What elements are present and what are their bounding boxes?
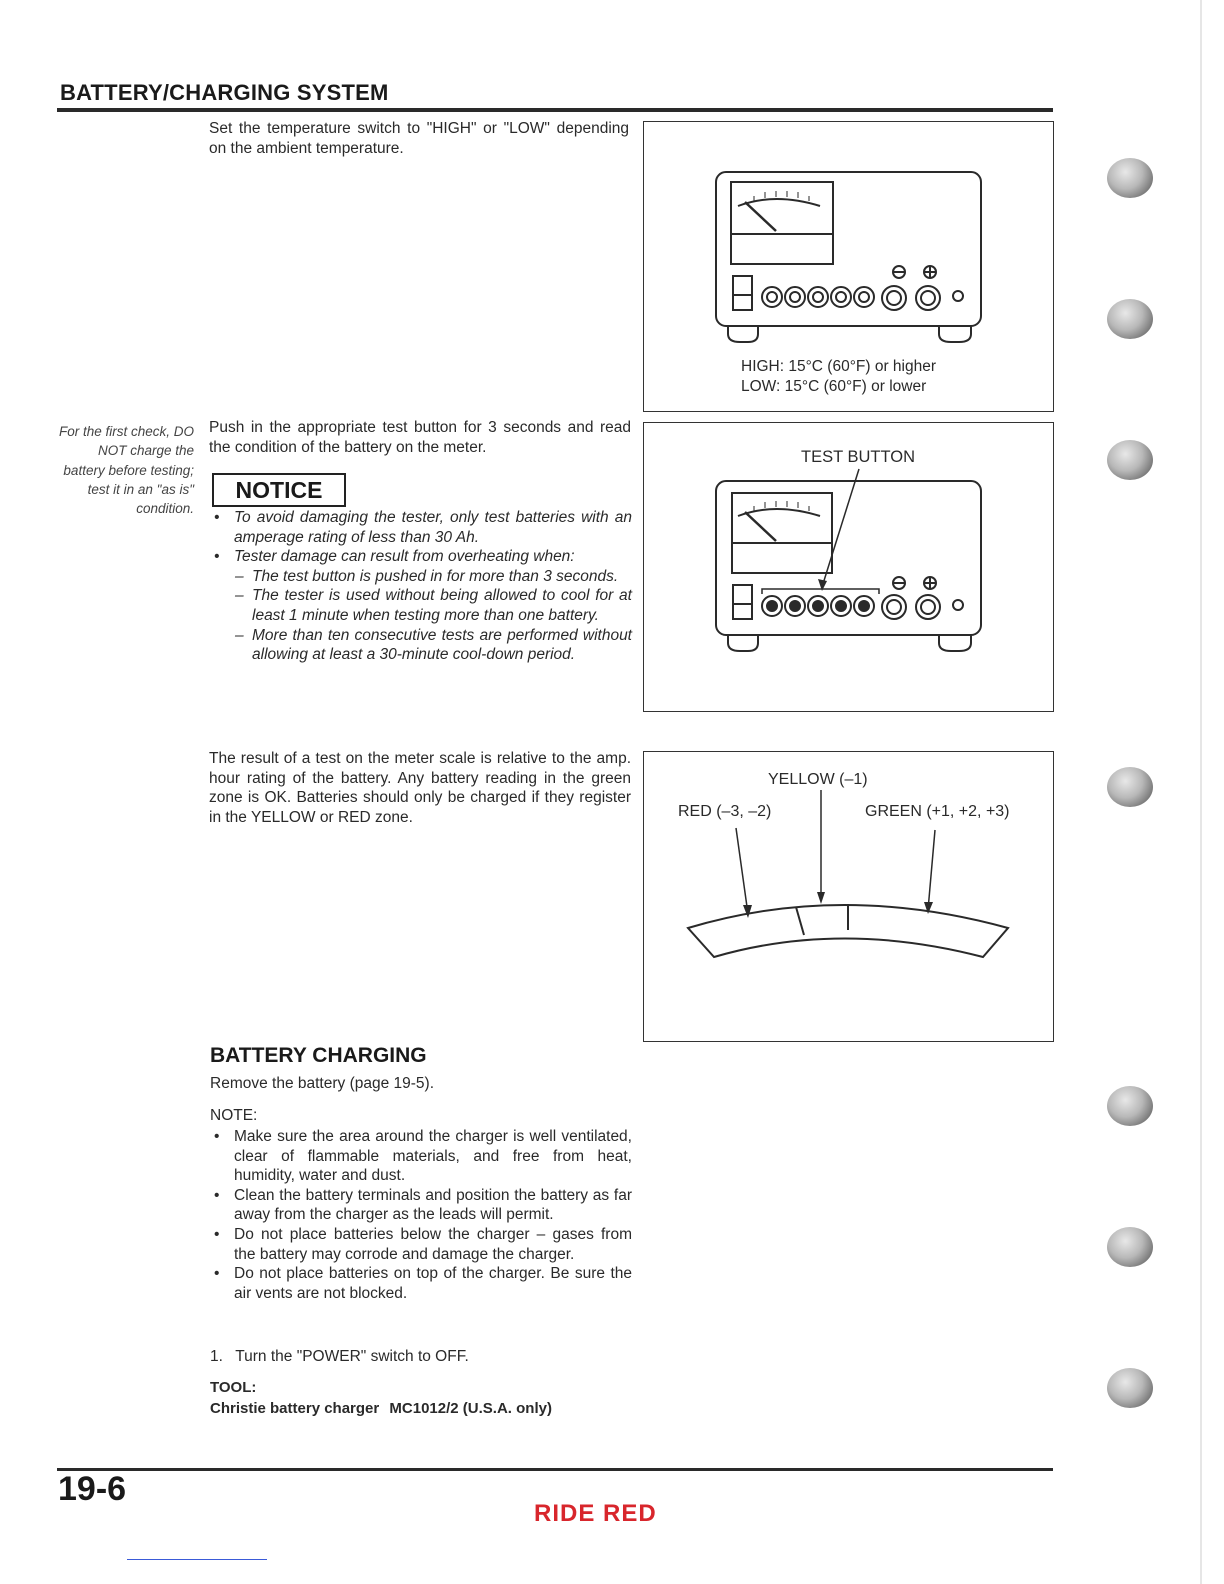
section-tab-icon	[1107, 1086, 1153, 1126]
test-button-label: TEST BUTTON	[801, 448, 915, 466]
section-tab-icon	[1107, 767, 1153, 807]
yellow-zone-label: YELLOW (–1)	[768, 771, 868, 788]
page-number: 19-6	[58, 1470, 127, 1508]
page-edge-line	[1200, 0, 1202, 1584]
meter-scale-illustration	[644, 752, 1053, 1041]
step-number: 1.	[210, 1348, 223, 1365]
charging-note-item: • Do not place batteries on top of the charger. Be sure the air vents are not blocked.	[210, 1264, 632, 1303]
low-temp-label: LOW: 15°C (60°F) or lower	[741, 378, 927, 395]
tool-code: MC1012/2 (U.S.A. only)	[389, 1400, 552, 1417]
red-zone-label: RED (–3, –2)	[678, 803, 772, 820]
charging-notes-list	[210, 1127, 632, 1303]
tester-test-button-illustration	[644, 423, 1053, 711]
battery-charging-title: BATTERY CHARGING	[210, 1044, 427, 1067]
footer-rule	[57, 1468, 1053, 1471]
section-tab-icon	[1107, 299, 1153, 339]
tool-label: TOOL:	[210, 1379, 257, 1396]
green-zone-label: GREEN (+1, +2, +3)	[865, 803, 1010, 820]
notice-list	[210, 508, 632, 665]
notice-box: NOTICE	[212, 473, 346, 507]
step-1	[210, 1347, 632, 1367]
figure-test-button	[643, 422, 1054, 712]
brand-logo: RIDE RED	[534, 1500, 657, 1527]
note-label: NOTE:	[210, 1107, 258, 1124]
section-tab-icon	[1107, 1368, 1153, 1408]
tool-name: Christie battery charger	[210, 1400, 380, 1417]
step-text: Turn the "POWER" switch to OFF.	[235, 1348, 469, 1365]
section-tab-icon	[1107, 440, 1153, 480]
test-step-paragraph: Push in the appropriate test button for 3 seconds and read the condition of the battery on the meter.	[209, 419, 631, 456]
notice-sub-item: – The test button is pushed in for more than 3 seconds.	[234, 567, 632, 587]
notice-sub-item: – More than ten consecutive tests are performed without allowing at least a 30-minute cool-down period.	[234, 626, 632, 665]
charging-note-item: • Do not place batteries below the charger – gases from the battery may corrode and damage the charger.	[210, 1225, 632, 1264]
section-tab-icon	[1107, 158, 1153, 198]
tool-line	[210, 1399, 640, 1419]
result-paragraph: The result of a test on the meter scale is relative to the amp. hour rating of the battery. Any battery reading in the green zone is OK. Batteries should only be charged if they register in the YELLOW or RED zone.	[209, 750, 631, 826]
remove-battery-text: Remove the battery (page 19-5).	[210, 1075, 435, 1092]
header-rule	[57, 108, 1053, 112]
section-tab-icon	[1107, 1227, 1153, 1267]
section-title: BATTERY/CHARGING SYSTEM	[60, 80, 389, 105]
notice-bullet: • Tester damage can result from overheating when: – The test button is pushed in for more than 3 seconds. – The tester is used without being allowed to cool for at least 1 minute when testing more than one battery. – More than ten consecutive tests are performed without allowing at least a 30-minute cool-down period.	[210, 547, 632, 665]
charging-note-item: • Clean the battery terminals and position the battery as far away from the charger as the leads will permit.	[210, 1186, 632, 1225]
high-temp-label: HIGH: 15°C (60°F) or higher	[741, 358, 937, 375]
underline-link[interactable]	[127, 1559, 267, 1560]
notice-sub-item: – The tester is used without being allowed to cool for at least 1 minute when testing more than one battery.	[234, 586, 632, 625]
figure-temperature-switch	[643, 121, 1054, 412]
charging-note-item: • Make sure the area around the charger is well ventilated, clear of flammable materials, and free from heat, humidity, water and dust.	[210, 1127, 632, 1186]
side-note: For the first check, DO NOT charge the battery before testing; test it in an "as is" condition.	[58, 424, 194, 517]
notice-bullet: • To avoid damaging the tester, only test batteries with an amperage rating of less than 30 Ah.	[210, 508, 632, 547]
figure-meter-scale	[643, 751, 1054, 1042]
intro-paragraph: Set the temperature switch to "HIGH" or "LOW" depending on the ambient temperature.	[209, 120, 629, 157]
